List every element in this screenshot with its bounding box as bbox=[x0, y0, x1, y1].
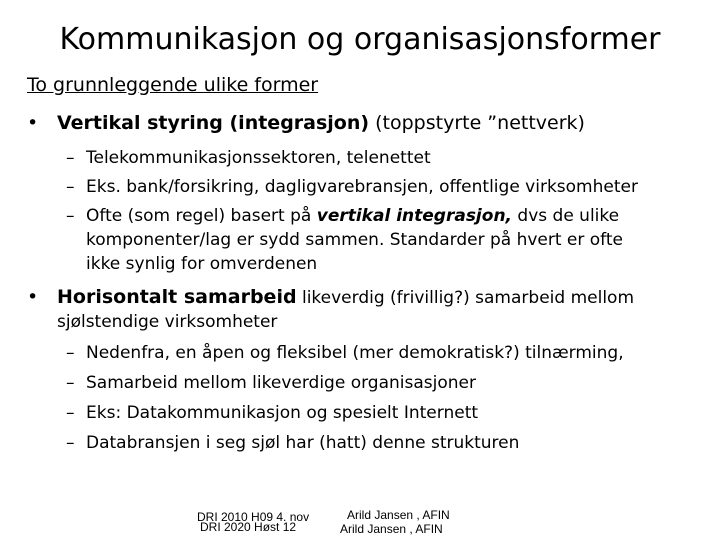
footer-author: Arild Jansen , AFIN bbox=[340, 522, 443, 536]
bullet-icon: • bbox=[27, 286, 39, 308]
bullet-strong-text: Horisontalt samarbeid bbox=[57, 286, 297, 308]
dash-icon: – bbox=[66, 206, 75, 226]
list-item-continuation: komponenter/lag er sydd sammen. Standarder på hvert er ofte bbox=[86, 230, 623, 250]
bullet-icon: • bbox=[27, 112, 39, 134]
dash-icon: – bbox=[66, 403, 75, 423]
bullet-rest-text: likeverdig (frivillig?) samarbeid mellom bbox=[296, 288, 634, 308]
bullet-continuation: sjølstendige virksomheter bbox=[57, 312, 278, 332]
bullet-strong-text: Vertikal styring (integrasjon) bbox=[57, 112, 370, 134]
bullet-horisontalt bbox=[27, 286, 634, 308]
list-item bbox=[86, 206, 619, 226]
list-item-text: Ofte (som regel) basert på bbox=[86, 206, 317, 226]
list-item: Samarbeid mellom likeverdige organisasjoner bbox=[86, 373, 476, 393]
footer-author: Arild Jansen , AFIN bbox=[347, 508, 450, 522]
list-item: Eks. bank/forsikring, dagligvarebransjen, offentlige virksomheter bbox=[86, 177, 638, 197]
dash-icon: – bbox=[66, 148, 75, 168]
dash-icon: – bbox=[66, 433, 75, 453]
emphasis-text: vertikal integrasjon, bbox=[316, 206, 513, 226]
footer-text: DRI 2020 Høst 12 bbox=[200, 520, 297, 534]
dash-icon: – bbox=[66, 177, 75, 197]
bullet-vertikal bbox=[27, 112, 585, 134]
list-item: Telekommunikasjonssektoren, telenettet bbox=[86, 148, 431, 168]
list-item: Databransjen i seg sjøl har (hatt) denne strukturen bbox=[86, 433, 520, 453]
slide-title: Kommunikasjon og organisasjonsformer bbox=[59, 22, 661, 57]
list-item-text: dvs de ulike bbox=[512, 206, 620, 226]
list-item: Eks: Datakommunikasjon og spesielt Internett bbox=[86, 403, 479, 423]
footer-text: DRI 2010 H09 4. nov bbox=[197, 510, 310, 524]
slide-subtitle: To grunnleggende ulike former bbox=[27, 74, 319, 96]
list-item-continuation: ikke synlig for omverdenen bbox=[86, 254, 318, 274]
bullet-rest-text: (toppstyrte ”nettverk) bbox=[369, 112, 585, 134]
dash-icon: – bbox=[66, 373, 75, 393]
list-item: Nedenfra, en åpen og fleksibel (mer demokratisk?) tilnærming, bbox=[86, 343, 624, 363]
dash-icon: – bbox=[66, 343, 75, 363]
